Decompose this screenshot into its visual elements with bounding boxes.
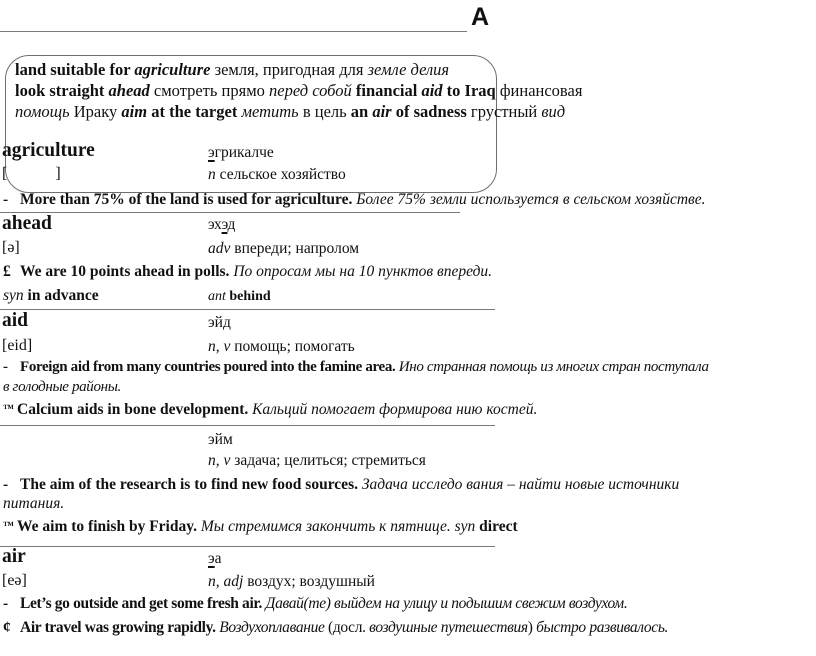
bullet-icon: £ (3, 263, 11, 280)
collocation-line-1 (15, 60, 449, 80)
example-aim-1-continuation (3, 495, 64, 513)
transcription-air: [eə] (2, 572, 27, 589)
entry-divider (0, 546, 495, 547)
part-of-speech: adv (208, 240, 231, 257)
collocation-ru-italic: вид (541, 102, 566, 121)
collocation-ru: грустный (466, 102, 542, 121)
example-agriculture-1 (3, 191, 706, 209)
example-aid-2 (3, 401, 537, 419)
translation: помощь; помогать (230, 338, 355, 355)
pronunciation-air (208, 550, 222, 568)
entry-divider (0, 212, 460, 213)
headword-agriculture: agriculture (2, 140, 95, 161)
collocation-keyword: ahead (108, 81, 150, 100)
collocation-ru-italic: помощь (15, 102, 70, 121)
translation: задача; целиться; стремиться (230, 452, 426, 469)
syn-label: syn (3, 287, 24, 304)
part-of-speech: n (208, 166, 216, 183)
trademark-bullet-icon: ™ (3, 520, 14, 532)
headword-ahead: ahead (2, 213, 52, 234)
pronunciation-aim (208, 431, 233, 449)
stress-mark: э (221, 216, 228, 233)
example-ru: воздушные путешествия (369, 619, 528, 636)
bullet-icon: - (3, 359, 8, 375)
example-ru: Воздухоплавание (215, 619, 329, 636)
entry-divider (0, 425, 495, 426)
example-en: Foreign aid from many countries poured into the famine area. (20, 359, 396, 375)
transcription-ahead: [ə] (2, 239, 20, 256)
example-ru: Ино странная помощь из многих стран поступала (395, 359, 709, 375)
translation: сельское хозяйство (215, 166, 346, 183)
stress-mark: э (208, 550, 215, 567)
collocation-ru: в цель (298, 102, 351, 121)
example-ru: Более 75% земли используется в сельском хозяйстве. (352, 191, 706, 208)
pron-part: а (214, 550, 222, 567)
antonym: behind (225, 289, 271, 304)
collocation-keyword: aim (121, 102, 148, 121)
example-ru: Давай(те) выйдем на улицу и подышим свежим воздухом. (262, 595, 628, 612)
collocation-keyword: agriculture (134, 60, 211, 79)
transcription-aid: [eid] (2, 337, 33, 354)
example-en: Calcium aids in bone development. (17, 401, 249, 418)
example-ru-note: ) (527, 619, 537, 636)
definition-aim (208, 452, 426, 470)
page-letter: A (471, 3, 490, 31)
example-air-2 (3, 619, 668, 637)
example-en: We are 10 points ahead in polls. (20, 263, 230, 280)
collocation-en: to Iraq (442, 81, 496, 100)
definition-aid (208, 338, 355, 356)
translation: впереди; напролом (230, 240, 360, 257)
pronunciation-aid (208, 314, 231, 332)
pron-part: эйд (208, 314, 231, 331)
synonym-ahead (3, 287, 99, 305)
example-aid-1 (3, 359, 709, 376)
bullet-icon: ¢ (3, 619, 11, 636)
header-divider (0, 31, 467, 32)
collocation-ru: финансовая (495, 81, 583, 100)
example-ru: По опросам мы на 10 пунктов впереди. (229, 263, 493, 280)
collocation-keyword: aid (421, 81, 443, 100)
collocation-line-3 (15, 102, 565, 122)
ant-label: ant (208, 289, 226, 304)
example-ru: Мы стремимся закончить к пятнице. (197, 518, 455, 535)
pron-part: эх (208, 216, 222, 233)
example-ru-note: (досл. (328, 619, 370, 636)
translation: воздух; воздушный (243, 573, 375, 590)
example-air-1 (3, 595, 627, 613)
collocation-en: at the target (147, 102, 238, 121)
definition-air (208, 573, 375, 591)
example-en: More than 75% of the land is used for agriculture. (20, 191, 353, 208)
trademark-bullet-icon: ™ (3, 403, 14, 415)
synonym: direct (475, 518, 518, 535)
collocation-ru-italic: перед собой (269, 81, 352, 100)
collocation-ru-italic: земле делия (367, 60, 450, 79)
collocation-en: an (350, 102, 373, 121)
entry-divider (0, 309, 495, 310)
bullet-icon: - (3, 595, 8, 612)
definition-ahead (208, 240, 359, 258)
headword-aid: aid (2, 310, 29, 331)
transcription-agriculture: [ ] (2, 165, 61, 182)
example-en: Air travel was growing rapidly. (20, 619, 216, 636)
example-ru: в голодные районы. (3, 379, 121, 395)
example-aim-1 (3, 476, 679, 494)
part-of-speech: n, v (208, 338, 231, 355)
collocation-keyword: air (372, 102, 392, 121)
part-of-speech: n, v (208, 452, 231, 469)
example-ru: Кальций помогает формирова нию костей. (248, 401, 538, 418)
collocation-en: financial (351, 81, 422, 100)
example-ru: питания. (3, 495, 65, 512)
example-aid-1-continuation (3, 379, 121, 396)
collocation-ru-italic: метить (237, 102, 299, 121)
pronunciation-ahead (208, 216, 235, 234)
bullet-icon: - (3, 476, 9, 493)
pron-part: грикалче (214, 144, 274, 161)
collocation-ru: Ираку (69, 102, 122, 121)
synonym: in advance (23, 287, 99, 304)
stress-mark: э (208, 144, 215, 161)
collocation-ru: земля, пригодная для (210, 60, 368, 79)
example-en: We aim to finish by Friday. (17, 518, 197, 535)
pron-part: эйм (208, 431, 233, 448)
example-ru: Задача исследо вания – найти новые источники (357, 476, 680, 493)
example-ru: быстро развивалось. (536, 619, 669, 636)
collocation-en: look straight (15, 81, 109, 100)
part-of-speech: n, adj (208, 573, 244, 590)
collocation-ru: смотреть прямо (149, 81, 270, 100)
syn-label: syn (454, 518, 476, 535)
collocation-en: of sadness (391, 102, 467, 121)
collocation-en: land suitable for (15, 60, 135, 79)
definition-agriculture (208, 166, 346, 184)
pronunciation-agriculture (208, 144, 274, 162)
pron-part: д (227, 216, 236, 233)
example-ahead-1 (3, 263, 492, 281)
example-en: Let’s go outside and get some fresh air. (20, 595, 263, 612)
bullet-icon: - (3, 191, 9, 208)
example-aim-2 (3, 518, 518, 536)
antonym-ahead (208, 289, 271, 305)
headword-air: air (2, 546, 26, 567)
collocation-line-2 (15, 81, 582, 101)
example-en: The aim of the research is to find new food sources. (20, 476, 358, 493)
